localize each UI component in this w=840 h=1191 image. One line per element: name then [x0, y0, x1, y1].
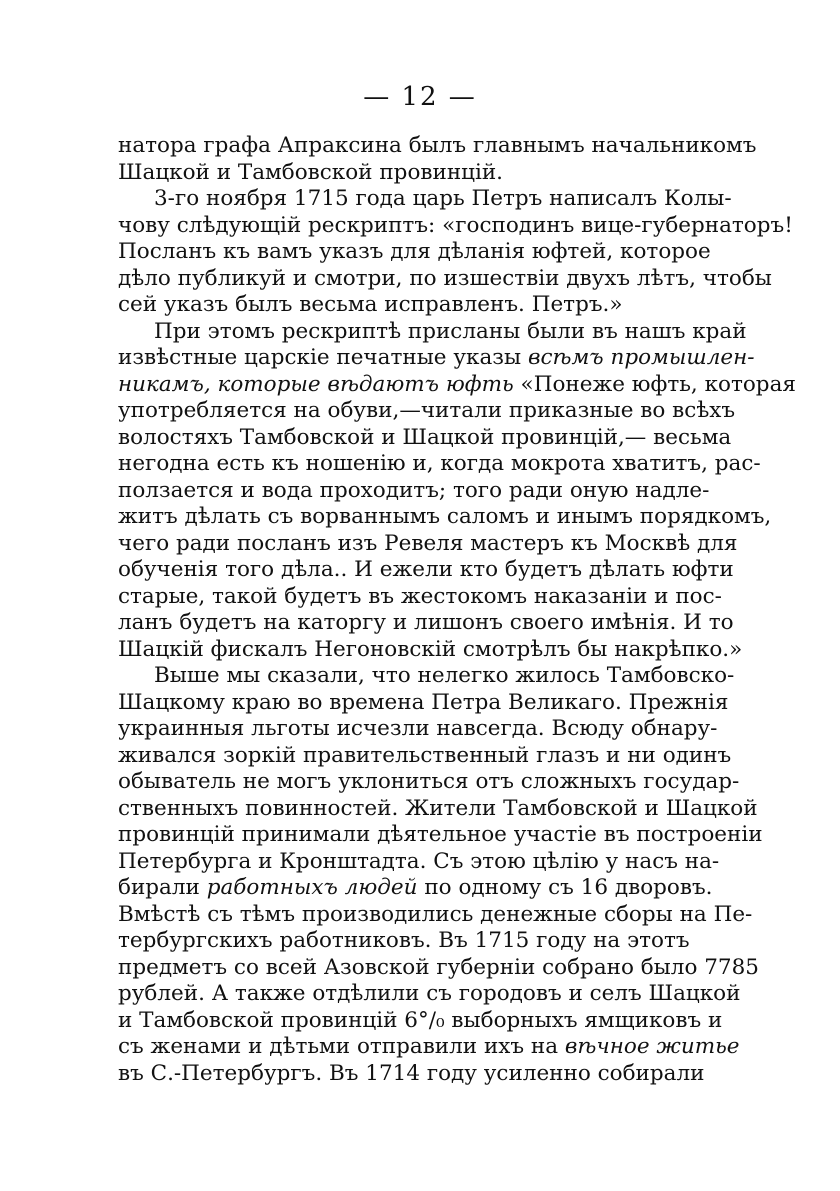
italic-text: никамъ, которые вѣдаютъ юфть	[118, 371, 514, 397]
line-text: ственныхъ повинностей. Жители Тамбовской и Шацкой	[118, 795, 758, 821]
line-text: Шацкой и Тамбовской провинцій.	[118, 159, 504, 185]
text-line	[118, 1058, 705, 1090]
line-text: предметъ со всей Азовской губерніи собрано было 7785	[118, 954, 759, 980]
line-text: житъ дѣлать съ ворваннымъ саломъ и инымъ порядкомъ,	[118, 504, 772, 529]
line-text: При этомъ рескриптѣ присланы были въ нашъ край	[154, 318, 747, 344]
line-text: рублей. А также отдѣлили съ городовъ и селъ Шацкой	[118, 981, 741, 1006]
line-text: извѣстные царскіе печатные указы	[118, 345, 528, 370]
line-text: «Понеже юфть, которая	[513, 371, 796, 397]
line-text: волостяхъ Тамбовской и Шацкой провинцій,— весьма	[118, 424, 732, 450]
line-text: Шацкому краю во времена Петра Великаго. Прежнія	[118, 689, 729, 715]
line-text: бирали	[118, 875, 207, 900]
line-text: Шацкій фискалъ Негоновскій смотрѣлъ бы накрѣпко.»	[118, 636, 743, 662]
line-text: тербургскихъ работниковъ. Въ 1715 году на этотъ	[118, 928, 690, 953]
line-text: и Тамбовской провинцій 6°/₀ выборныхъ ямщиковъ и	[118, 1007, 723, 1033]
line-text: ползается и вода проходитъ; того ради оную надле-	[118, 477, 710, 503]
italic-text: работныхъ людей	[206, 875, 418, 900]
line-text: ланъ будетъ на каторгу и лишонъ своего имѣнія. И то	[118, 610, 734, 635]
line-text: 3-го ноября 1715 года царь Петръ написалъ Колы-	[154, 186, 732, 211]
line-text: старые, такой будетъ въ жестокомъ наказаніи и пос-	[118, 583, 722, 609]
page-number: — 12 —	[363, 82, 477, 112]
line-text: въ С.-Петербургъ. Въ 1714 году усиленно собирали	[118, 1060, 705, 1086]
line-text: обученія того дѣла.. И ежели кто будетъ дѣлать юфти	[118, 557, 734, 582]
line-text: чову слѣдующій рескриптъ: «господинъ вице-губернаторъ!	[118, 212, 793, 238]
line-text: провинцій принимали дѣятельное участіе въ построеніи	[118, 822, 763, 847]
line-text: Выше мы сказали, что нелегко жилось Тамбовско-	[154, 663, 735, 688]
line-text: негодна есть къ ношенію и, когда мокрота хватитъ, рас-	[118, 451, 761, 476]
line-text: по одному съ 16 дворовъ.	[417, 875, 713, 900]
line-text: чего ради посланъ изъ Ревеля мастеръ къ Москвѣ для	[118, 530, 738, 556]
italic-text: всѣмъ промышлен-	[527, 345, 755, 370]
line-text: украинныя льготы исчезли навсегда. Всюду обнару-	[118, 716, 718, 741]
line-text: Петербурга и Кронштадта. Съ этою цѣлію у насъ на-	[118, 848, 720, 874]
line-text: натора графа Апраксина былъ главнымъ начальникомъ	[118, 133, 757, 158]
line-text: Вмѣстѣ съ тѣмъ производились денежные сборы на Пе-	[118, 901, 753, 927]
line-text: сей указъ былъ весьма исправленъ. Петръ.»	[118, 292, 623, 317]
line-text: обыватель не могъ уклониться отъ сложныхъ государ-	[118, 769, 740, 794]
line-text: употребляется на обуви,—читали приказные во всѣхъ	[118, 398, 736, 423]
line-text: Посланъ къ вамъ указъ для дѣланія юфтей, которое	[118, 239, 711, 264]
line-text: живался зоркій правительственный глазъ и ни одинъ	[118, 742, 732, 768]
italic-text: вѣчное житье	[564, 1034, 740, 1059]
line-text: дѣло публикуй и смотри, по изшествіи двухъ лѣтъ, чтобы	[118, 265, 772, 291]
line-text: съ женами и дѣтьми отправили ихъ на	[118, 1034, 565, 1059]
